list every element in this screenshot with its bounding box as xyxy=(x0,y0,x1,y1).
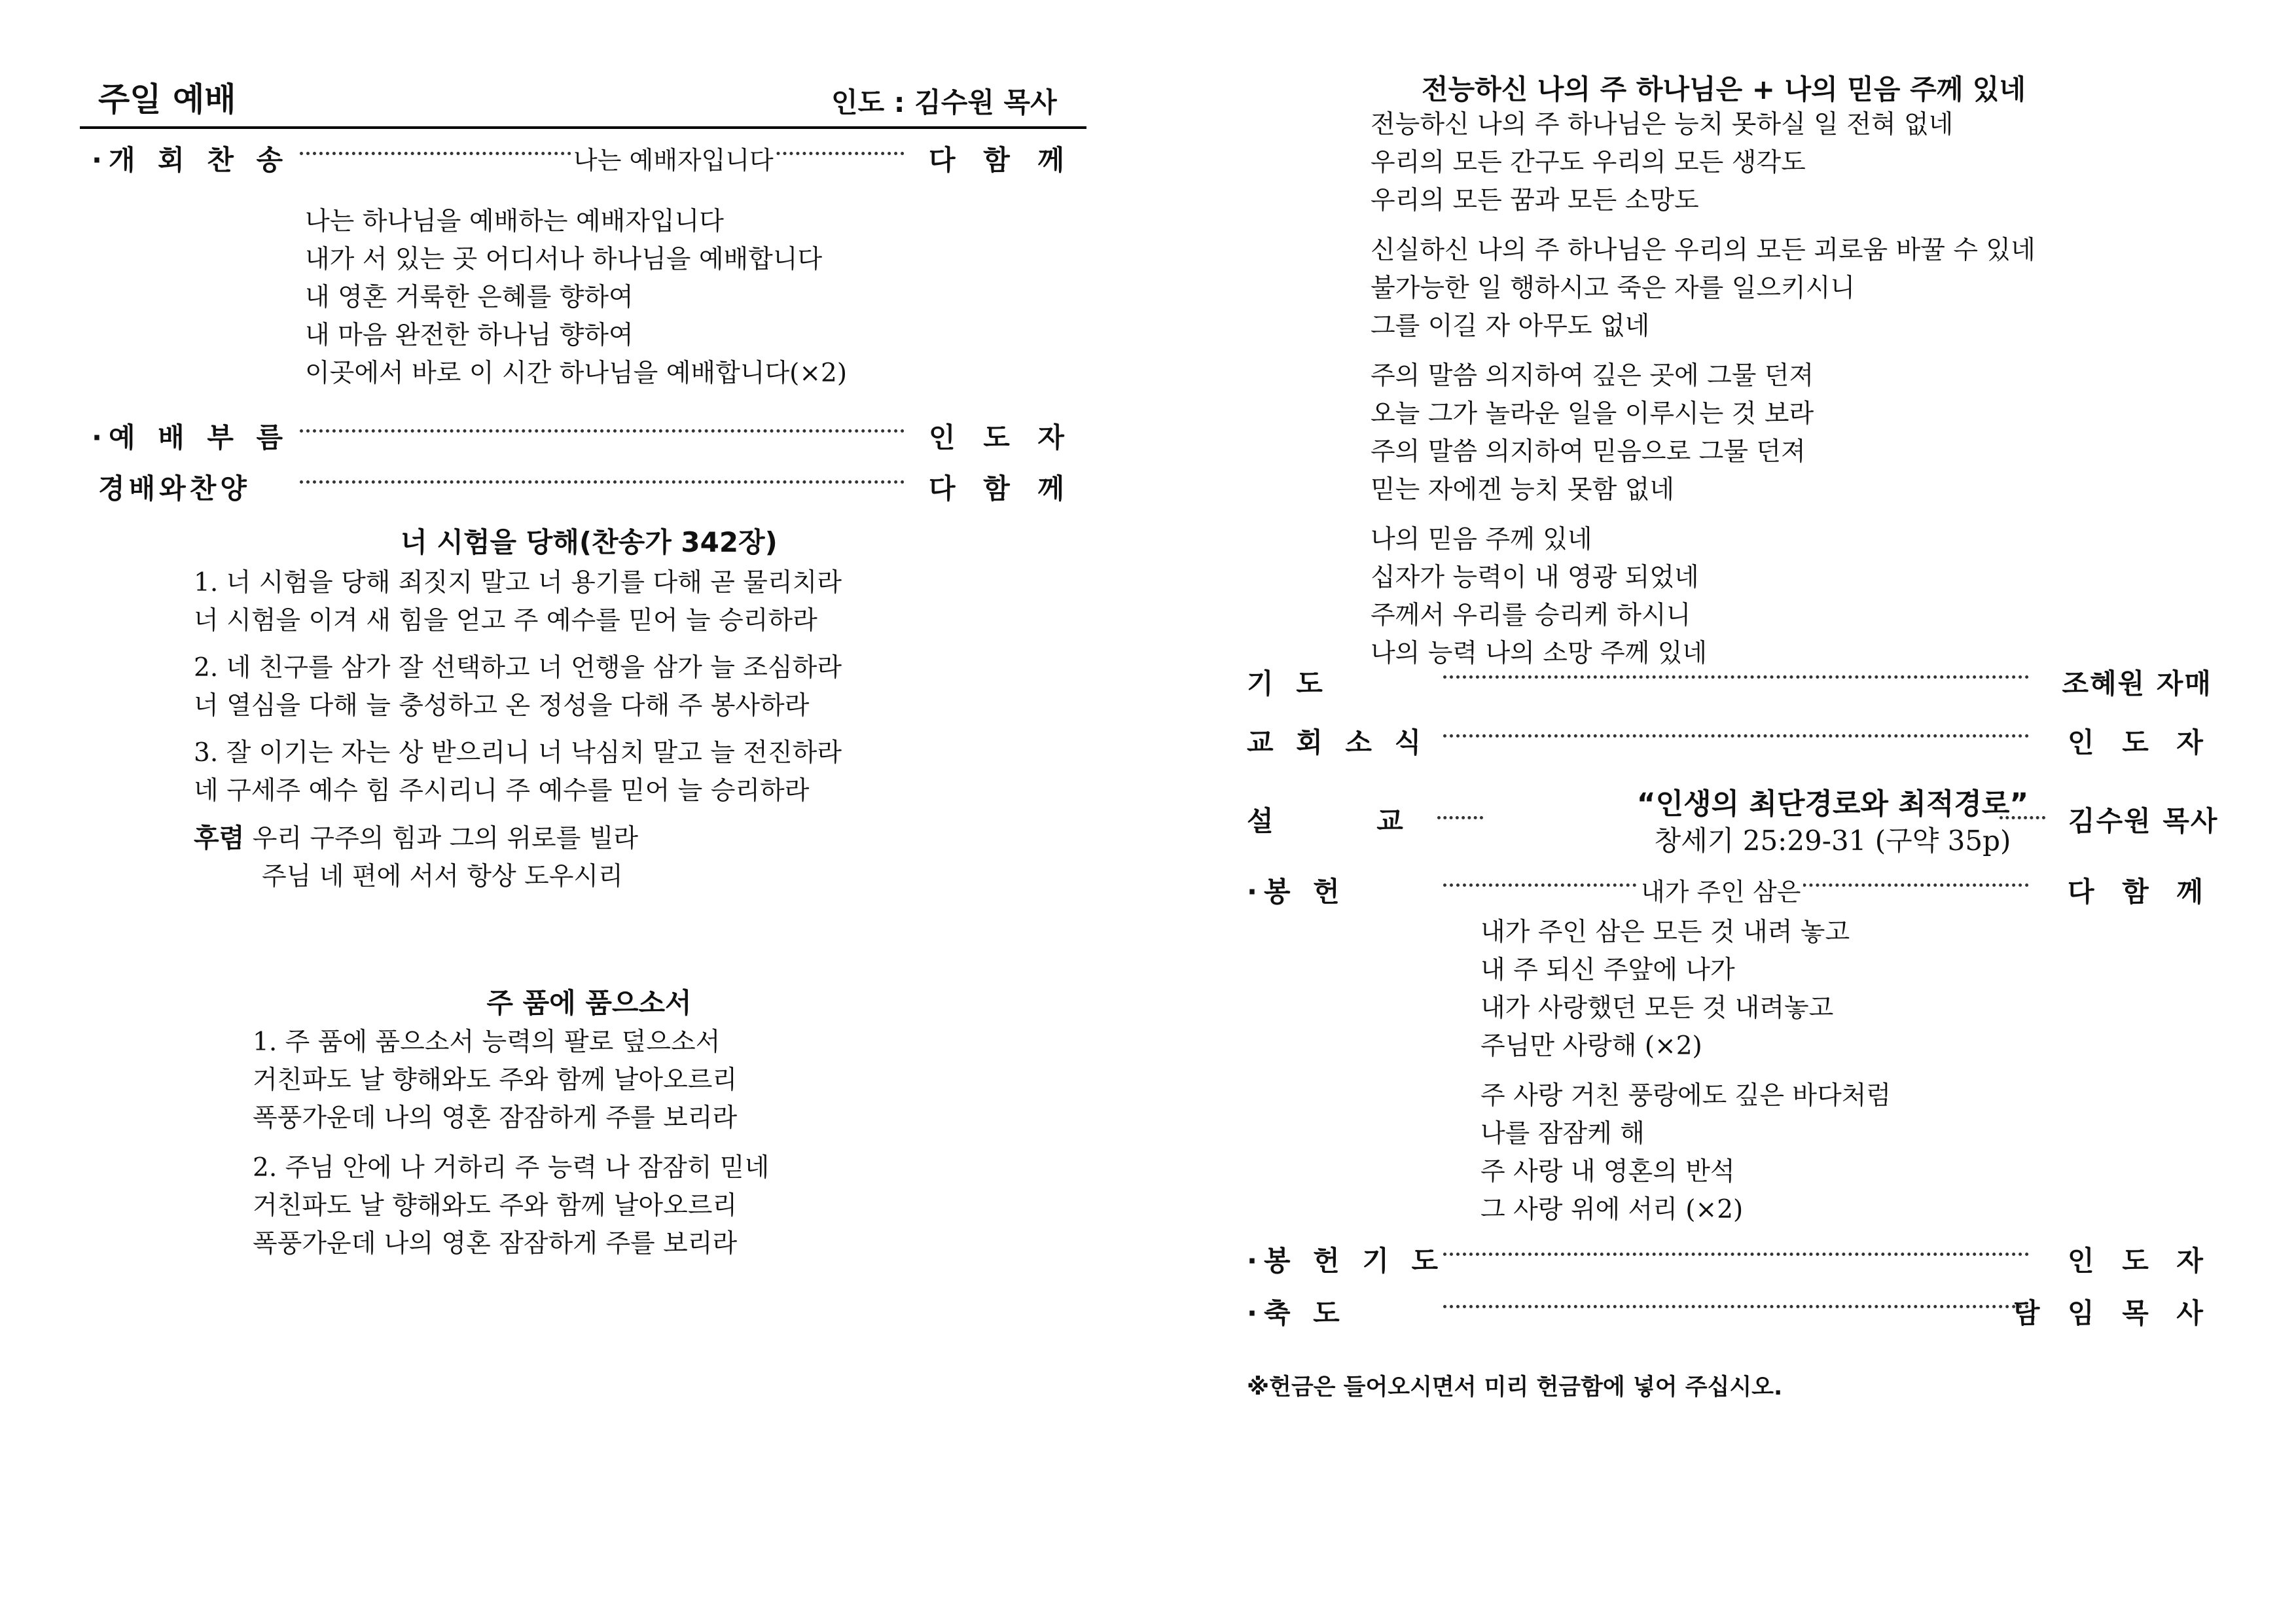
hymn2-title: 주 품에 품으소서 xyxy=(486,987,692,1019)
leader-dots xyxy=(1443,1305,2029,1308)
leader-dots xyxy=(2000,816,2045,819)
verse-line: 2. 주님 안에 나 거하리 주 능력 나 잠잠히 믿네 xyxy=(253,1153,770,1183)
verse-line: 너 열심을 다해 늘 충성하고 온 정성을 다해 주 봉사하라 xyxy=(194,691,810,721)
lyric-line: 그 사랑 위에 서리 (×2) xyxy=(1480,1195,1744,1224)
verse-line: 너 시험을 이겨 새 힘을 얻고 주 예수를 믿어 늘 승리하라 xyxy=(194,606,817,635)
verse-line: 1. 너 시험을 당해 죄짓지 말고 너 용기를 다해 곧 물리치라 xyxy=(194,568,842,597)
order-call-to-worship xyxy=(92,416,1073,453)
stanza xyxy=(1480,914,1891,1065)
sermon-title: “인생의 최단경로와 최적경로” xyxy=(1636,787,2029,821)
lyric-line: 주께서 우리를 승리케 하시니 xyxy=(1371,601,1691,630)
order-who: 조혜원 자매 xyxy=(2062,668,2212,700)
opening-song-title: 나는 예배자입니다 xyxy=(571,140,776,176)
verse xyxy=(194,564,842,640)
verse xyxy=(253,1024,769,1137)
hymn2-verses xyxy=(253,1024,769,1263)
verse-line: 주님 네 편에 서서 항상 도우시리 xyxy=(262,862,623,891)
lyric-line: 주 사랑 거친 풍랑에도 깊은 바다처럼 xyxy=(1480,1081,1892,1111)
stanza xyxy=(1371,521,2036,673)
lyric-line: 전능하신 나의 주 하나님은 능치 못하실 일 전혀 없네 xyxy=(1371,110,1954,139)
service-title: 주일 예배 xyxy=(98,80,236,118)
lyric-line: 그를 이길 자 아무도 없네 xyxy=(1371,312,1650,341)
leader-dots xyxy=(1443,1253,2029,1256)
verse-line: 폭풍가운데 나의 영혼 잠잠하게 주를 보리라 xyxy=(253,1229,738,1258)
order-label: 교 회 소 식 xyxy=(1247,726,1428,758)
stanza xyxy=(1371,106,2036,220)
leader-dots xyxy=(1443,675,2029,679)
order-who: 다 함 께 xyxy=(2068,876,2212,908)
order-who: 인 도 자 xyxy=(2068,1245,2212,1277)
verse-line: 우리 구주의 힘과 그의 위로를 빌라 xyxy=(252,824,639,853)
lyric-line: 불가능한 일 행하시고 죽은 자를 일으키시니 xyxy=(1371,274,1856,303)
order-who: 다 함 께 xyxy=(929,473,1073,505)
order-praise xyxy=(98,467,1073,504)
lyric-line: 우리의 모든 간구도 우리의 모든 생각도 xyxy=(1371,148,1806,177)
stanza xyxy=(1371,232,2036,346)
offering-song-title: 내가 주인 삼은 xyxy=(1638,872,1803,908)
order-who: 인 도 자 xyxy=(2068,726,2212,758)
lyric-line: 내가 주인 삼은 모든 것 내려 놓고 xyxy=(1480,918,1850,947)
verse-line: 폭풍가운데 나의 영혼 잠잠하게 주를 보리라 xyxy=(253,1103,738,1133)
lyric-line: 이곳에서 바로 이 시간 하나님을 예배합니다(×2) xyxy=(305,359,848,388)
lyric-line: 내가 서 있는 곳 어디서나 하나님을 예배합니다 xyxy=(305,245,823,274)
stanza xyxy=(1371,357,2036,509)
verse-line: 2. 네 친구를 삼가 잘 선택하고 너 언행을 삼가 늘 조심하라 xyxy=(194,653,842,683)
sermon-scripture: 창세기 25:29-31 (구약 35p) xyxy=(1654,825,2011,857)
order-label: 경배와찬양 xyxy=(98,473,251,505)
refrain xyxy=(194,819,842,896)
lyric-line: 나의 믿음 주께 있네 xyxy=(1371,525,1592,554)
opening-lyrics xyxy=(305,203,847,393)
order-church-news xyxy=(1247,721,2212,758)
order-benediction xyxy=(1247,1292,2212,1329)
order-label: ·개 회 찬 송 xyxy=(92,144,290,176)
offering-notice: ※헌금은 들어오시면서 미리 헌금함에 넣어 주십시오. xyxy=(1247,1374,1783,1400)
hymn1-title: 너 시험을 당해(찬송가 342장) xyxy=(401,526,778,558)
order-who: 인 도 자 xyxy=(929,421,1073,454)
order-label: ·봉 헌 기 도 xyxy=(1247,1245,1445,1277)
verse-line: 1. 주 품에 품으소서 능력의 팔로 덮으소서 xyxy=(253,1027,721,1057)
leader-dots xyxy=(300,429,905,433)
leader-dots xyxy=(300,480,905,484)
header-rule xyxy=(80,126,1086,129)
order-label: ·축 도 xyxy=(1247,1297,1346,1329)
lyric-line: 오늘 그가 놀라운 일을 이루시는 것 보라 xyxy=(1371,399,1814,429)
verse-line: 거친파도 날 향해와도 주와 함께 날아오르리 xyxy=(253,1065,738,1095)
offering-lyrics xyxy=(1480,914,1891,1229)
song-title: 전능하신 나의 주 하나님은 + 나의 믿음 주께 있네 xyxy=(1422,73,2026,105)
lyric-line: 내 주 되신 주앞에 나가 xyxy=(1480,955,1735,985)
verse xyxy=(253,1149,769,1263)
order-who: 김수원 목사 xyxy=(2068,805,2219,837)
song-lyrics xyxy=(1371,106,2036,673)
lyric-line: 나의 능력 나의 소망 주께 있네 xyxy=(1371,639,1708,668)
verse-line: 네 구세주 예수 힘 주시리니 주 예수를 믿어 늘 승리하라 xyxy=(194,776,810,806)
order-label: 설 교 xyxy=(1247,805,1410,837)
hymn1-verses xyxy=(194,564,842,896)
lyric-line: 주의 말씀 의지하여 믿음으로 그물 던져 xyxy=(1371,437,1806,467)
lyric-line: 내 영혼 거룩한 은혜를 향하여 xyxy=(305,283,634,312)
verse-line: 3. 잘 이기는 자는 상 받으리니 너 낙심치 말고 늘 전진하라 xyxy=(194,738,842,768)
lyric-line: 신실하신 나의 주 하나님은 우리의 모든 괴로움 바꿀 수 있네 xyxy=(1371,236,2036,265)
leader-name: 인도 : 김수원 목사 xyxy=(831,86,1057,118)
order-opening-hymn xyxy=(92,139,1073,175)
leader-dots xyxy=(1443,734,2029,738)
order-offering-prayer xyxy=(1247,1240,2212,1276)
stanza xyxy=(1480,1077,1891,1229)
order-who: 담 임 목 사 xyxy=(2013,1297,2212,1329)
lyric-line: 내 마음 완전한 하나님 향하여 xyxy=(305,321,634,350)
lyric-line: 주 사랑 내 영혼의 반석 xyxy=(1480,1157,1735,1186)
lyric-line: 믿는 자에겐 능치 못함 없네 xyxy=(1371,475,1675,505)
lyric-line: 주의 말씀 의지하여 깊은 곳에 그물 던져 xyxy=(1371,361,1814,391)
order-label: 기 도 xyxy=(1247,668,1329,700)
verse xyxy=(194,734,842,810)
leader-dots xyxy=(1437,816,1483,819)
order-label: ·예 배 부 름 xyxy=(92,421,290,454)
lyric-line: 나를 잠잠케 해 xyxy=(1480,1119,1645,1149)
order-prayer xyxy=(1247,662,2212,699)
lyric-line: 우리의 모든 꿈과 모든 소망도 xyxy=(1371,186,1699,215)
lyric-line: 내가 사랑했던 모든 것 내려놓고 xyxy=(1480,993,1834,1023)
order-offering xyxy=(1247,870,2212,907)
verse-line: 거친파도 날 향해와도 주와 함께 날아오르리 xyxy=(253,1191,738,1221)
order-who: 다 함 께 xyxy=(929,144,1073,176)
order-label: ·봉 헌 xyxy=(1247,876,1346,908)
refrain-label: 후렴 xyxy=(194,823,245,853)
lyric-line: 십자가 능력이 내 영광 되었네 xyxy=(1371,563,1699,592)
lyric-line: 나는 하나님을 예배하는 예배자입니다 xyxy=(305,207,724,236)
lyric-line: 주님만 사랑해 (×2) xyxy=(1480,1031,1702,1061)
verse xyxy=(194,649,842,725)
